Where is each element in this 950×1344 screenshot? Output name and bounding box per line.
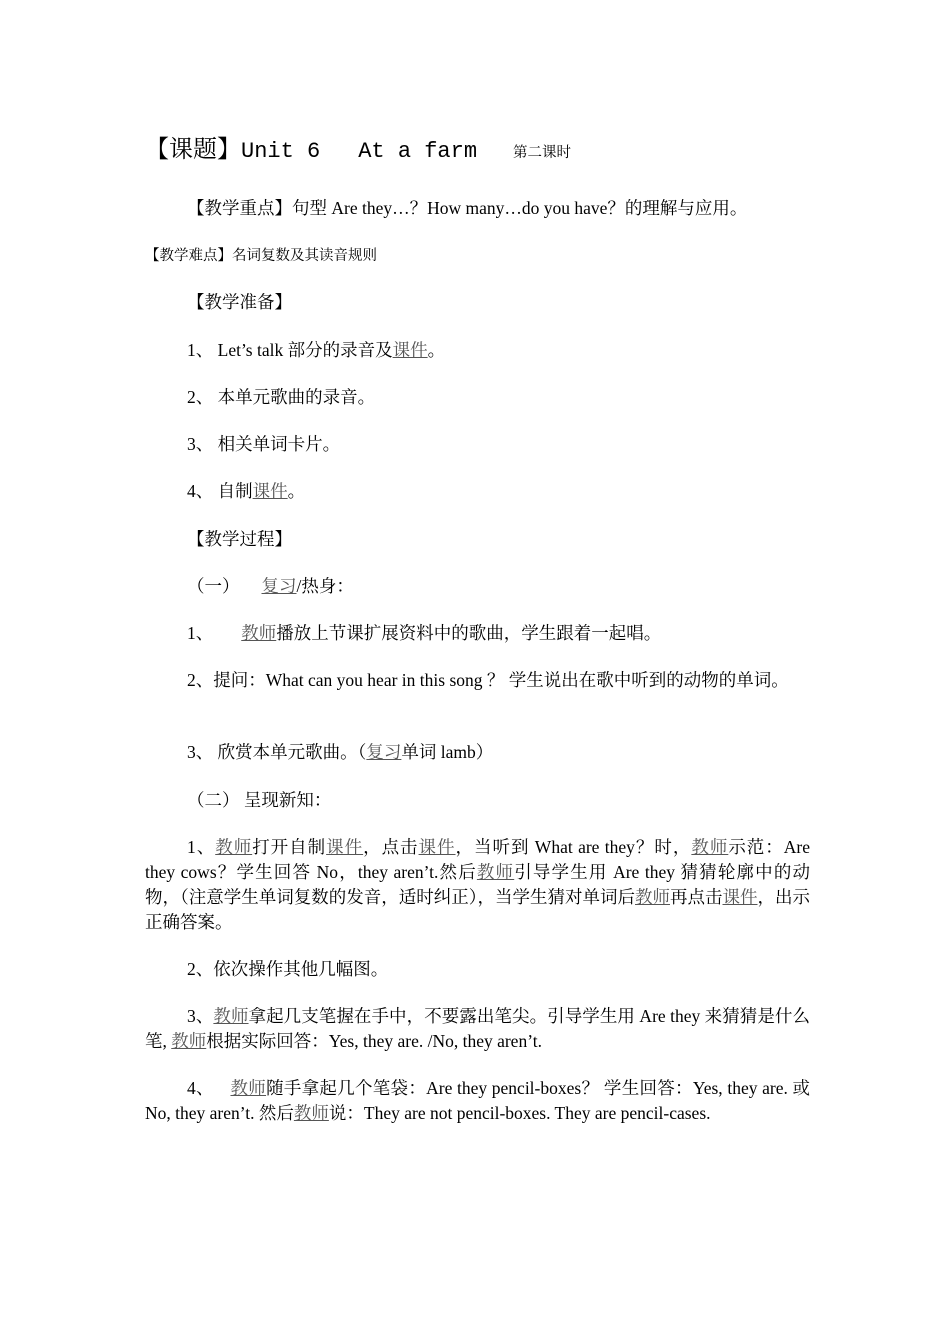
teacher-link[interactable]: 教师 (476, 862, 515, 882)
teacher-link[interactable]: 教师 (230, 1078, 267, 1098)
prep-item-4: 4、 自制课件。 (187, 481, 306, 501)
lesson-title (145, 135, 571, 168)
section-2-heading: （二） 呈现新知： (187, 790, 332, 810)
teacher-link[interactable]: 教师 (241, 623, 277, 643)
step-1-1: 1、 教师播放上节课扩展资料中的歌曲，学生跟着一起唱。 (187, 623, 662, 643)
title-unit: Unit 6 (241, 139, 321, 164)
prep-item-3: 3、 相关单词卡片。 (187, 434, 341, 454)
review-link[interactable]: 复习 (261, 576, 297, 596)
step-1-2: 2、提问：What can you hear in this song ？ 学生说出在歌中听到的动物的单词。 (187, 670, 789, 690)
teacher-link[interactable]: 教师 (691, 837, 729, 857)
process-heading: 【教学过程】 (187, 529, 292, 549)
teacher-link[interactable]: 教师 (171, 1031, 207, 1051)
courseware-link[interactable]: 课件 (392, 340, 428, 360)
teacher-link[interactable]: 教师 (215, 837, 253, 857)
title-bracket: 【课题】 (145, 137, 241, 163)
teacher-link[interactable]: 教师 (213, 1006, 249, 1026)
step-2-4: 4、 教师随手拿起几个笔袋：Are they pencil-boxes？ 学生回答：Yes, they are. 或 No, they aren’t. 然后教师说：They are not pencil-boxes. They are pencil-cases. (145, 1078, 811, 1123)
title-name: At a farm (358, 139, 478, 164)
courseware-link[interactable]: 课件 (326, 837, 364, 857)
teacher-link[interactable]: 教师 (293, 1103, 329, 1123)
step-1-3: 3、 欣赏本单元歌曲。（复习单词 lamb） (187, 742, 494, 762)
teaching-difficulty: 【教学难点】名词复数及其读音规则 (145, 248, 377, 264)
prep-item-2: 2、 本单元歌曲的录音。 (187, 387, 376, 407)
courseware-link[interactable]: 课件 (722, 887, 758, 907)
teaching-focus: 【教学重点】句型 Are they…？How many…do you have？的理解与应用。 (187, 198, 748, 218)
step-2-3: 3、教师拿起几支笔握在手中，不要露出笔尖。引导学生用 Are they 来猜猜是什么笔, 教师根据实际回答：Yes, they are. /No, they aren’t. (145, 1006, 811, 1051)
prep-heading: 【教学准备】 (187, 292, 292, 312)
step-2-2: 2、依次操作其他几幅图。 (187, 959, 389, 979)
title-period: 第二课时 (513, 145, 572, 161)
courseware-link[interactable]: 课件 (252, 481, 288, 501)
step-2-1: 1、教师打开自制课件，点击课件，当听到 What are they？时，教师示范：Are they cows？学生回答 No，they aren’t.然后教师引导学生用 Are they 猜猜轮廓中的动物，（注意学生单词复数的发音，适时纠正），当学生猜对单词后教师再点击课件，出示正确答案。 (145, 837, 811, 932)
section-1-heading: （一） 复习/热身： (187, 576, 354, 596)
teacher-link[interactable]: 教师 (635, 887, 670, 907)
review-link[interactable]: 复习 (366, 742, 402, 762)
courseware-link[interactable]: 课件 (418, 837, 456, 857)
prep-item-1: 1、 Let’s talk 部分的录音及课件。 (187, 340, 446, 360)
